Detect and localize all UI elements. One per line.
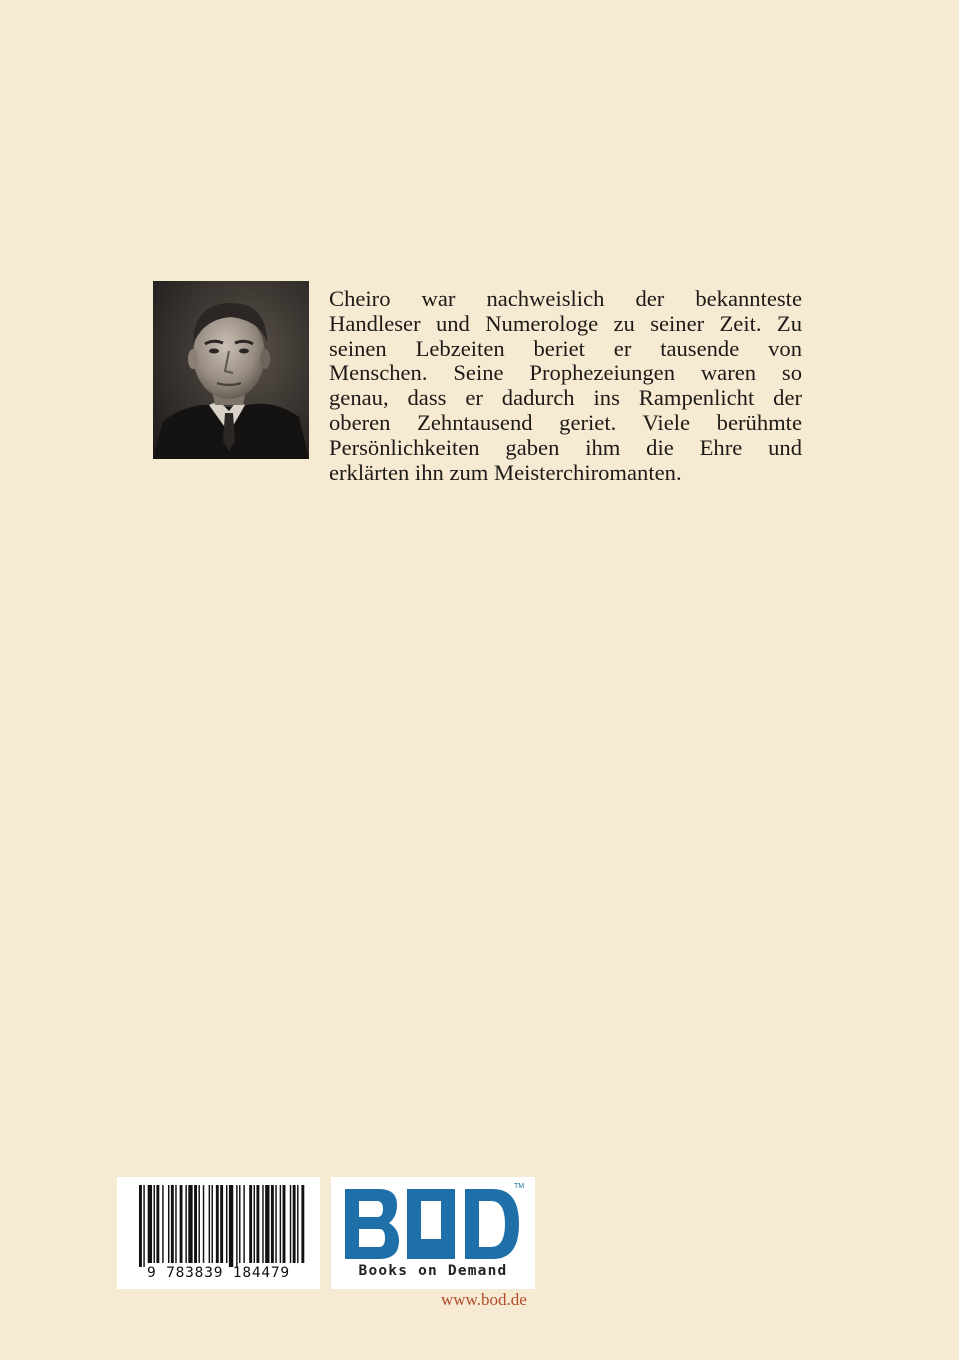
isbn-barcode [117,1177,320,1289]
blurb-line: erklärten ihn zum Meisterchiromanten. [329,459,682,485]
barcode-bar [275,1185,276,1263]
barcode-bar [209,1185,210,1263]
barcode-bar [168,1185,169,1263]
barcode-icon [117,1177,320,1267]
portrait-photo-icon [153,281,309,459]
barcode-bar [220,1185,223,1263]
barcode-bar [229,1185,233,1267]
author-blurb [329,287,802,485]
publisher-tagline: Books on Demand [358,1263,508,1279]
publisher-website[interactable]: www.bod.de [441,1290,527,1309]
barcode-bar [297,1185,298,1263]
barcode-bar [171,1185,174,1263]
barcode-bar [254,1185,255,1263]
barcode-bar [180,1185,183,1263]
barcode-bar [156,1185,159,1263]
barcode-bar [283,1185,286,1263]
blurb-line: seinen Lebzeiten beriet er tausende von [329,335,802,361]
barcode-bar [139,1185,142,1267]
barcode-bar [239,1185,240,1263]
barcode-bar [226,1185,227,1263]
barcode-bar [262,1185,263,1263]
author-portrait [153,281,309,459]
barcode-bar [243,1185,244,1263]
barcode-bar [216,1185,219,1263]
barcode-bar [280,1185,281,1263]
barcode-bar [256,1185,259,1263]
blurb-line: Handleser und Numerologe zu seiner Zeit. Zu [329,310,802,336]
barcode-bar [185,1185,186,1263]
blurb-line: genau, dass er dadurch ins Rampenlicht der [329,385,802,411]
barcode-bar [194,1185,197,1263]
barcode-bar [301,1185,304,1263]
blurb-line: Menschen. Seine Prophezeiungen waren so [329,360,802,386]
barcode-bar [290,1185,291,1263]
barcode-bar [198,1185,199,1263]
barcode-bar [188,1185,192,1263]
blurb-line: Persönlichkeiten gaben ihm die Ehre und [329,434,802,460]
barcode-bar [236,1185,237,1267]
barcode-bar [175,1185,176,1263]
barcode-bar [271,1185,274,1263]
blurb-line: oberen Zehntausend geriet. Viele berühmte [329,409,802,435]
barcode-bar [212,1185,213,1263]
publisher-logo [331,1177,535,1289]
isbn-number: 9 783839 184479 [147,1265,290,1281]
barcode-bar [293,1185,296,1263]
blurb-line: Cheiro war nachweislich der bekannteste [329,286,802,311]
barcode-bar [203,1185,204,1263]
barcode-bar [265,1185,269,1263]
bod-logo-icon [343,1187,523,1263]
barcode-bar [162,1185,163,1263]
trademark-mark: TM [514,1183,525,1190]
barcode-bar [249,1185,252,1263]
barcode-bar [148,1185,152,1263]
barcode-bar [143,1185,144,1267]
barcode-bar [154,1185,155,1263]
